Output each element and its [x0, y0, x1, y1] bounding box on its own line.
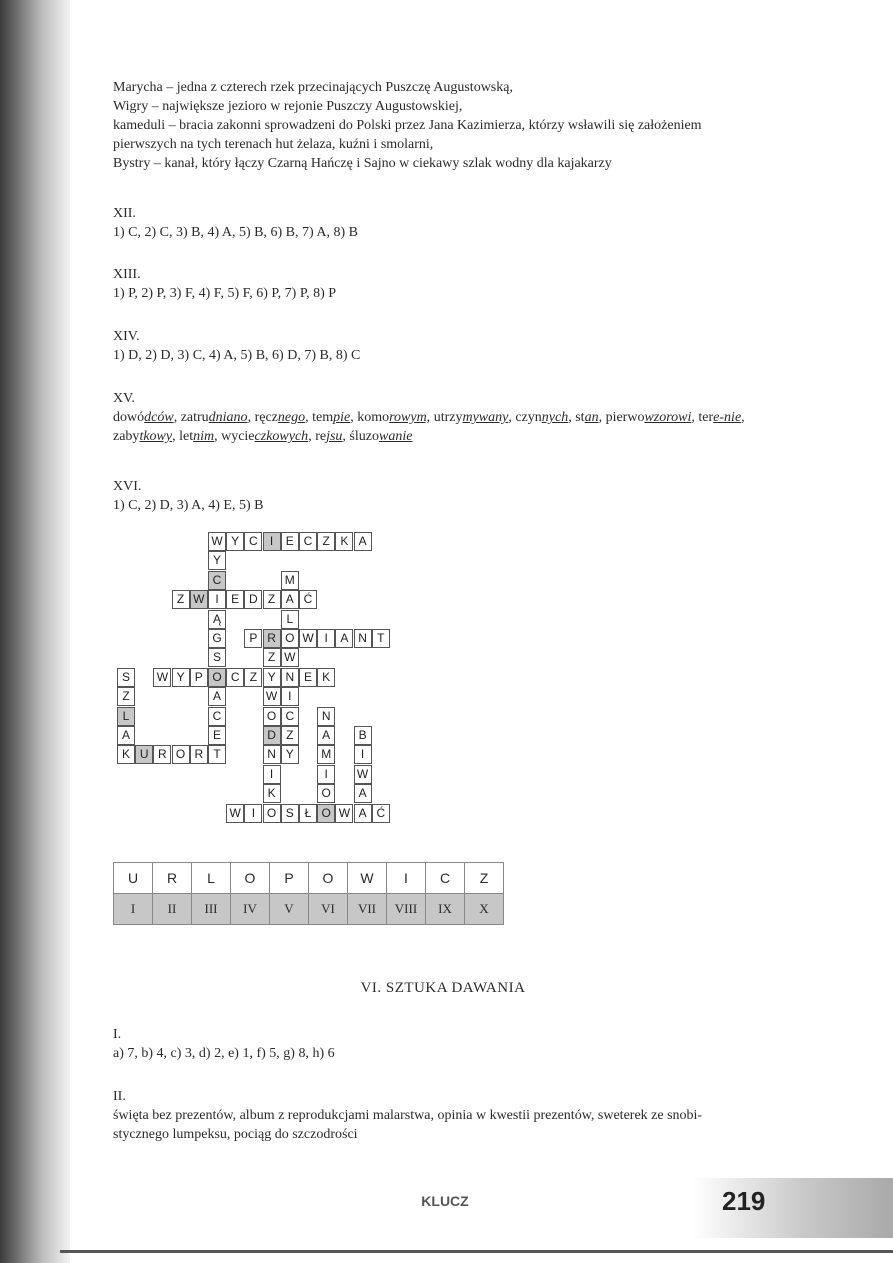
crossword-cell: W: [263, 687, 281, 706]
section-heading: XIV.: [113, 329, 140, 344]
xv-word-base: dowó: [113, 410, 145, 425]
crossword-cell: I: [263, 532, 281, 551]
password-numeral: VI: [309, 894, 348, 925]
xv-word-ending: dców: [144, 410, 174, 425]
section-heading: XVI.: [113, 479, 142, 494]
crossword-cell: Ą: [208, 610, 226, 629]
password-numeral: I: [114, 894, 153, 925]
crossword-cell: P: [244, 629, 262, 648]
crossword-cell: Ł: [299, 804, 317, 823]
crossword-cell: O: [317, 784, 335, 803]
section-answers: święta bez prezentów, album z reprodukcjami malarstwa, opinia w kwestii prezentów, sweterek ze snobi-: [113, 1108, 703, 1123]
crossword-cell: O: [208, 668, 226, 687]
crossword-cell: E: [208, 726, 226, 745]
crossword-cell: A: [117, 726, 135, 745]
xv-word-base: zatru: [180, 410, 209, 425]
section-answers: 1) D, 2) D, 3) C, 4) A, 5) B, 6) D, 7) B, 8) C: [113, 348, 361, 363]
xv-word-base: śluzo: [349, 429, 379, 444]
password-numerals-row: [114, 894, 504, 925]
crossword-cell: W: [208, 532, 226, 551]
password-letter: O: [309, 863, 348, 894]
crossword-cell: A: [317, 726, 335, 745]
password-numeral: VIII: [387, 894, 426, 925]
chapter-section-i: [113, 1025, 773, 1063]
crossword-cell: C: [299, 532, 317, 551]
crossword-cell: D: [263, 726, 281, 745]
crossword-cell: O: [172, 745, 190, 764]
crossword-cell: N: [263, 745, 281, 764]
crossword-cell: W: [335, 804, 353, 823]
crossword-cell: Z: [281, 726, 299, 745]
section-xiii: [113, 265, 773, 303]
xv-word-ending: wzorowi: [644, 410, 692, 425]
crossword-cell: I: [317, 765, 335, 784]
crossword-cell: U: [135, 745, 153, 764]
crossword-cell: D: [244, 590, 262, 609]
xv-word-ending: dniano: [208, 410, 248, 425]
crossword-cell: S: [117, 668, 135, 687]
crossword-cell: P: [190, 668, 208, 687]
binding-shadow: [0, 0, 70, 1263]
crossword-cell: R: [190, 745, 208, 764]
xv-word-ending: mywany: [462, 410, 509, 425]
password-letter: Z: [465, 863, 504, 894]
intro-line: Marycha – jedna z czterech rzek przecinających Puszczę Augustowską,: [113, 80, 513, 95]
section-heading: II.: [113, 1089, 126, 1104]
crossword-cell: C: [281, 707, 299, 726]
crossword-cell: K: [263, 784, 281, 803]
crossword-cell: W: [190, 590, 208, 609]
xv-word-ending: e-nie: [713, 410, 742, 425]
crossword-cell: W: [153, 668, 171, 687]
crossword-cell: K: [335, 532, 353, 551]
crossword-cell: Z: [172, 590, 190, 609]
crossword-cell: Z: [244, 668, 262, 687]
crossword-cell: N: [354, 629, 372, 648]
crossword-cell: Z: [263, 648, 281, 667]
xv-word-base: zaby: [113, 429, 140, 444]
password-table: [113, 862, 504, 925]
section-answers: 1) P, 2) P, 3) F, 4) F, 5) F, 6) P, 7) P, 8) P: [113, 286, 337, 301]
section-heading: XII.: [113, 206, 136, 221]
crossword-cell: Y: [172, 668, 190, 687]
intro-text: [113, 78, 773, 173]
crossword-cell: R: [153, 745, 171, 764]
xv-word-ending: wanie: [378, 429, 413, 444]
xv-word-base: re: [315, 429, 327, 444]
crossword-cell: Y: [226, 532, 244, 551]
crossword-cell: A: [354, 532, 372, 551]
crossword-cell: B: [354, 726, 372, 745]
xv-word-ending: nych: [541, 410, 569, 425]
crossword-cell: I: [281, 687, 299, 706]
chapter-title: VI. SZTUKA DAWANIA: [360, 980, 526, 996]
crossword-cell: A: [354, 784, 372, 803]
xv-word-ending: jsu: [326, 429, 343, 444]
crossword-cell: Y: [281, 745, 299, 764]
intro-line: pierwszych na tych terenach hut żelaza, kuźni i smolarni,: [113, 137, 434, 152]
section-xv: [113, 389, 773, 446]
crossword-cell: Z: [263, 590, 281, 609]
password-letter: C: [426, 863, 465, 894]
password-letter: R: [153, 863, 192, 894]
xv-word-base: let: [179, 429, 194, 444]
crossword-cell: Z: [117, 687, 135, 706]
crossword-cell: A: [281, 590, 299, 609]
intro-line: Bystry – kanał, który łączy Czarną Hańczę i Sajno w ciekawy szlak wodny dla kajakarzy: [113, 156, 612, 171]
password-numeral: X: [465, 894, 504, 925]
page-number: 219: [722, 1186, 766, 1216]
section-xvi: [113, 477, 773, 515]
crossword-cell: I: [208, 590, 226, 609]
password-numeral: V: [270, 894, 309, 925]
xv-word-base: st: [575, 410, 585, 425]
password-letter: U: [114, 863, 153, 894]
xv-word-base: tem: [312, 410, 334, 425]
password-letter: P: [270, 863, 309, 894]
xv-word-ending: czkowych: [254, 429, 309, 444]
crossword-cell: G: [208, 629, 226, 648]
crossword-cell: Y: [263, 668, 281, 687]
xv-word-base: utrzy: [433, 410, 463, 425]
xv-word-base: komo: [357, 410, 390, 425]
crossword-cell: C: [244, 532, 262, 551]
bottom-rule: [60, 1250, 893, 1253]
xv-word-base: pierwo: [605, 410, 645, 425]
password-letter: O: [231, 863, 270, 894]
crossword-cell: W: [281, 648, 299, 667]
xv-word-base: ter: [698, 410, 714, 425]
footer-label: KLUCZ: [421, 1193, 469, 1209]
xv-word-ending: pie: [333, 410, 351, 425]
password-letter: L: [192, 863, 231, 894]
crossword-cell: N: [281, 668, 299, 687]
crossword-cell: S: [281, 804, 299, 823]
password-numeral: VII: [348, 894, 387, 925]
crossword-cell: A: [208, 687, 226, 706]
crossword-cell: S: [208, 648, 226, 667]
crossword-cell: C: [208, 707, 226, 726]
password-numeral: IX: [426, 894, 465, 925]
crossword-cell: I: [317, 629, 335, 648]
password-letter: W: [348, 863, 387, 894]
section-heading: I.: [113, 1027, 122, 1042]
crossword-cell: A: [335, 629, 353, 648]
password-letter: I: [387, 863, 426, 894]
xv-word-list: dowódców, zatrudniano, ręcznego, tempie, komorowym, utrzymywany, czynnych, stan, pierwowzorowi, tere-nie, zabytkowy, letnim, wycieczkowych, rejsu, śluzowanie: [113, 410, 745, 444]
crossword-cell: L: [281, 610, 299, 629]
xv-word-ending: tkowy: [139, 429, 173, 444]
section-answers: stycznego lumpeksu, pociąg do szczodrości: [113, 1127, 358, 1142]
xv-word-base: ręcz: [254, 410, 278, 425]
section-answers: a) 7, b) 4, c) 3, d) 2, e) 1, f) 5, g) 8, h) 6: [113, 1046, 335, 1061]
crossword-cell: C: [226, 668, 244, 687]
crossword-cell: R: [263, 629, 281, 648]
crossword-cell: M: [317, 745, 335, 764]
xv-word-base: wycie: [221, 429, 255, 444]
crossword-cell: Z: [317, 532, 335, 551]
section-answers: 1) C, 2) C, 3) B, 4) A, 5) B, 6) B, 7) A, 8) B: [113, 225, 358, 240]
crossword-cell: E: [226, 590, 244, 609]
crossword-cell: T: [372, 629, 390, 648]
crossword-cell: W: [354, 765, 372, 784]
section-heading: XV.: [113, 391, 135, 406]
crossword-cell: N: [317, 707, 335, 726]
crossword-cell: O: [263, 804, 281, 823]
crossword-cell: T: [208, 745, 226, 764]
crossword-cell: W: [299, 629, 317, 648]
password-letters-row: [114, 863, 504, 894]
crossword-cell: K: [317, 668, 335, 687]
section-answers: 1) C, 2) D, 3) A, 4) E, 5) B: [113, 498, 264, 513]
crossword-cell: O: [317, 804, 335, 823]
crossword-cell: M: [281, 571, 299, 590]
xv-word-base: czyn: [515, 410, 542, 425]
password-numeral: III: [192, 894, 231, 925]
intro-line: Wigry – największe jezioro w rejonie Puszczy Augustowskiej,: [113, 99, 463, 114]
xv-word-ending: an: [584, 410, 599, 425]
crossword-cell: E: [281, 532, 299, 551]
crossword-cell: O: [281, 629, 299, 648]
crossword-cell: I: [263, 765, 281, 784]
crossword-cell: L: [117, 707, 135, 726]
intro-line: kameduli – bracia zakonni sprowadzeni do Polski przez Jana Kazimierza, którzy wsławili się założeniem: [113, 118, 702, 133]
xv-word-ending: nego: [277, 410, 306, 425]
crossword-cell: W: [226, 804, 244, 823]
crossword-cell: K: [117, 745, 135, 764]
crossword-cell: A: [354, 804, 372, 823]
crossword-cell: Ć: [372, 804, 390, 823]
section-xiv: [113, 327, 773, 365]
password-numeral: IV: [231, 894, 270, 925]
password-numeral: II: [153, 894, 192, 925]
crossword-cell: E: [299, 668, 317, 687]
section-xii: [113, 204, 773, 242]
crossword-cell: O: [263, 707, 281, 726]
crossword-cell: Ć: [299, 590, 317, 609]
xv-word-ending: nim: [193, 429, 215, 444]
section-heading: XIII.: [113, 267, 141, 282]
crossword-cell: C: [208, 571, 226, 590]
chapter-section-ii: [113, 1087, 773, 1144]
crossword-cell: Y: [208, 551, 226, 570]
crossword-cell: I: [244, 804, 262, 823]
xv-word-ending: rowym,: [389, 410, 431, 425]
crossword-cell: I: [354, 745, 372, 764]
